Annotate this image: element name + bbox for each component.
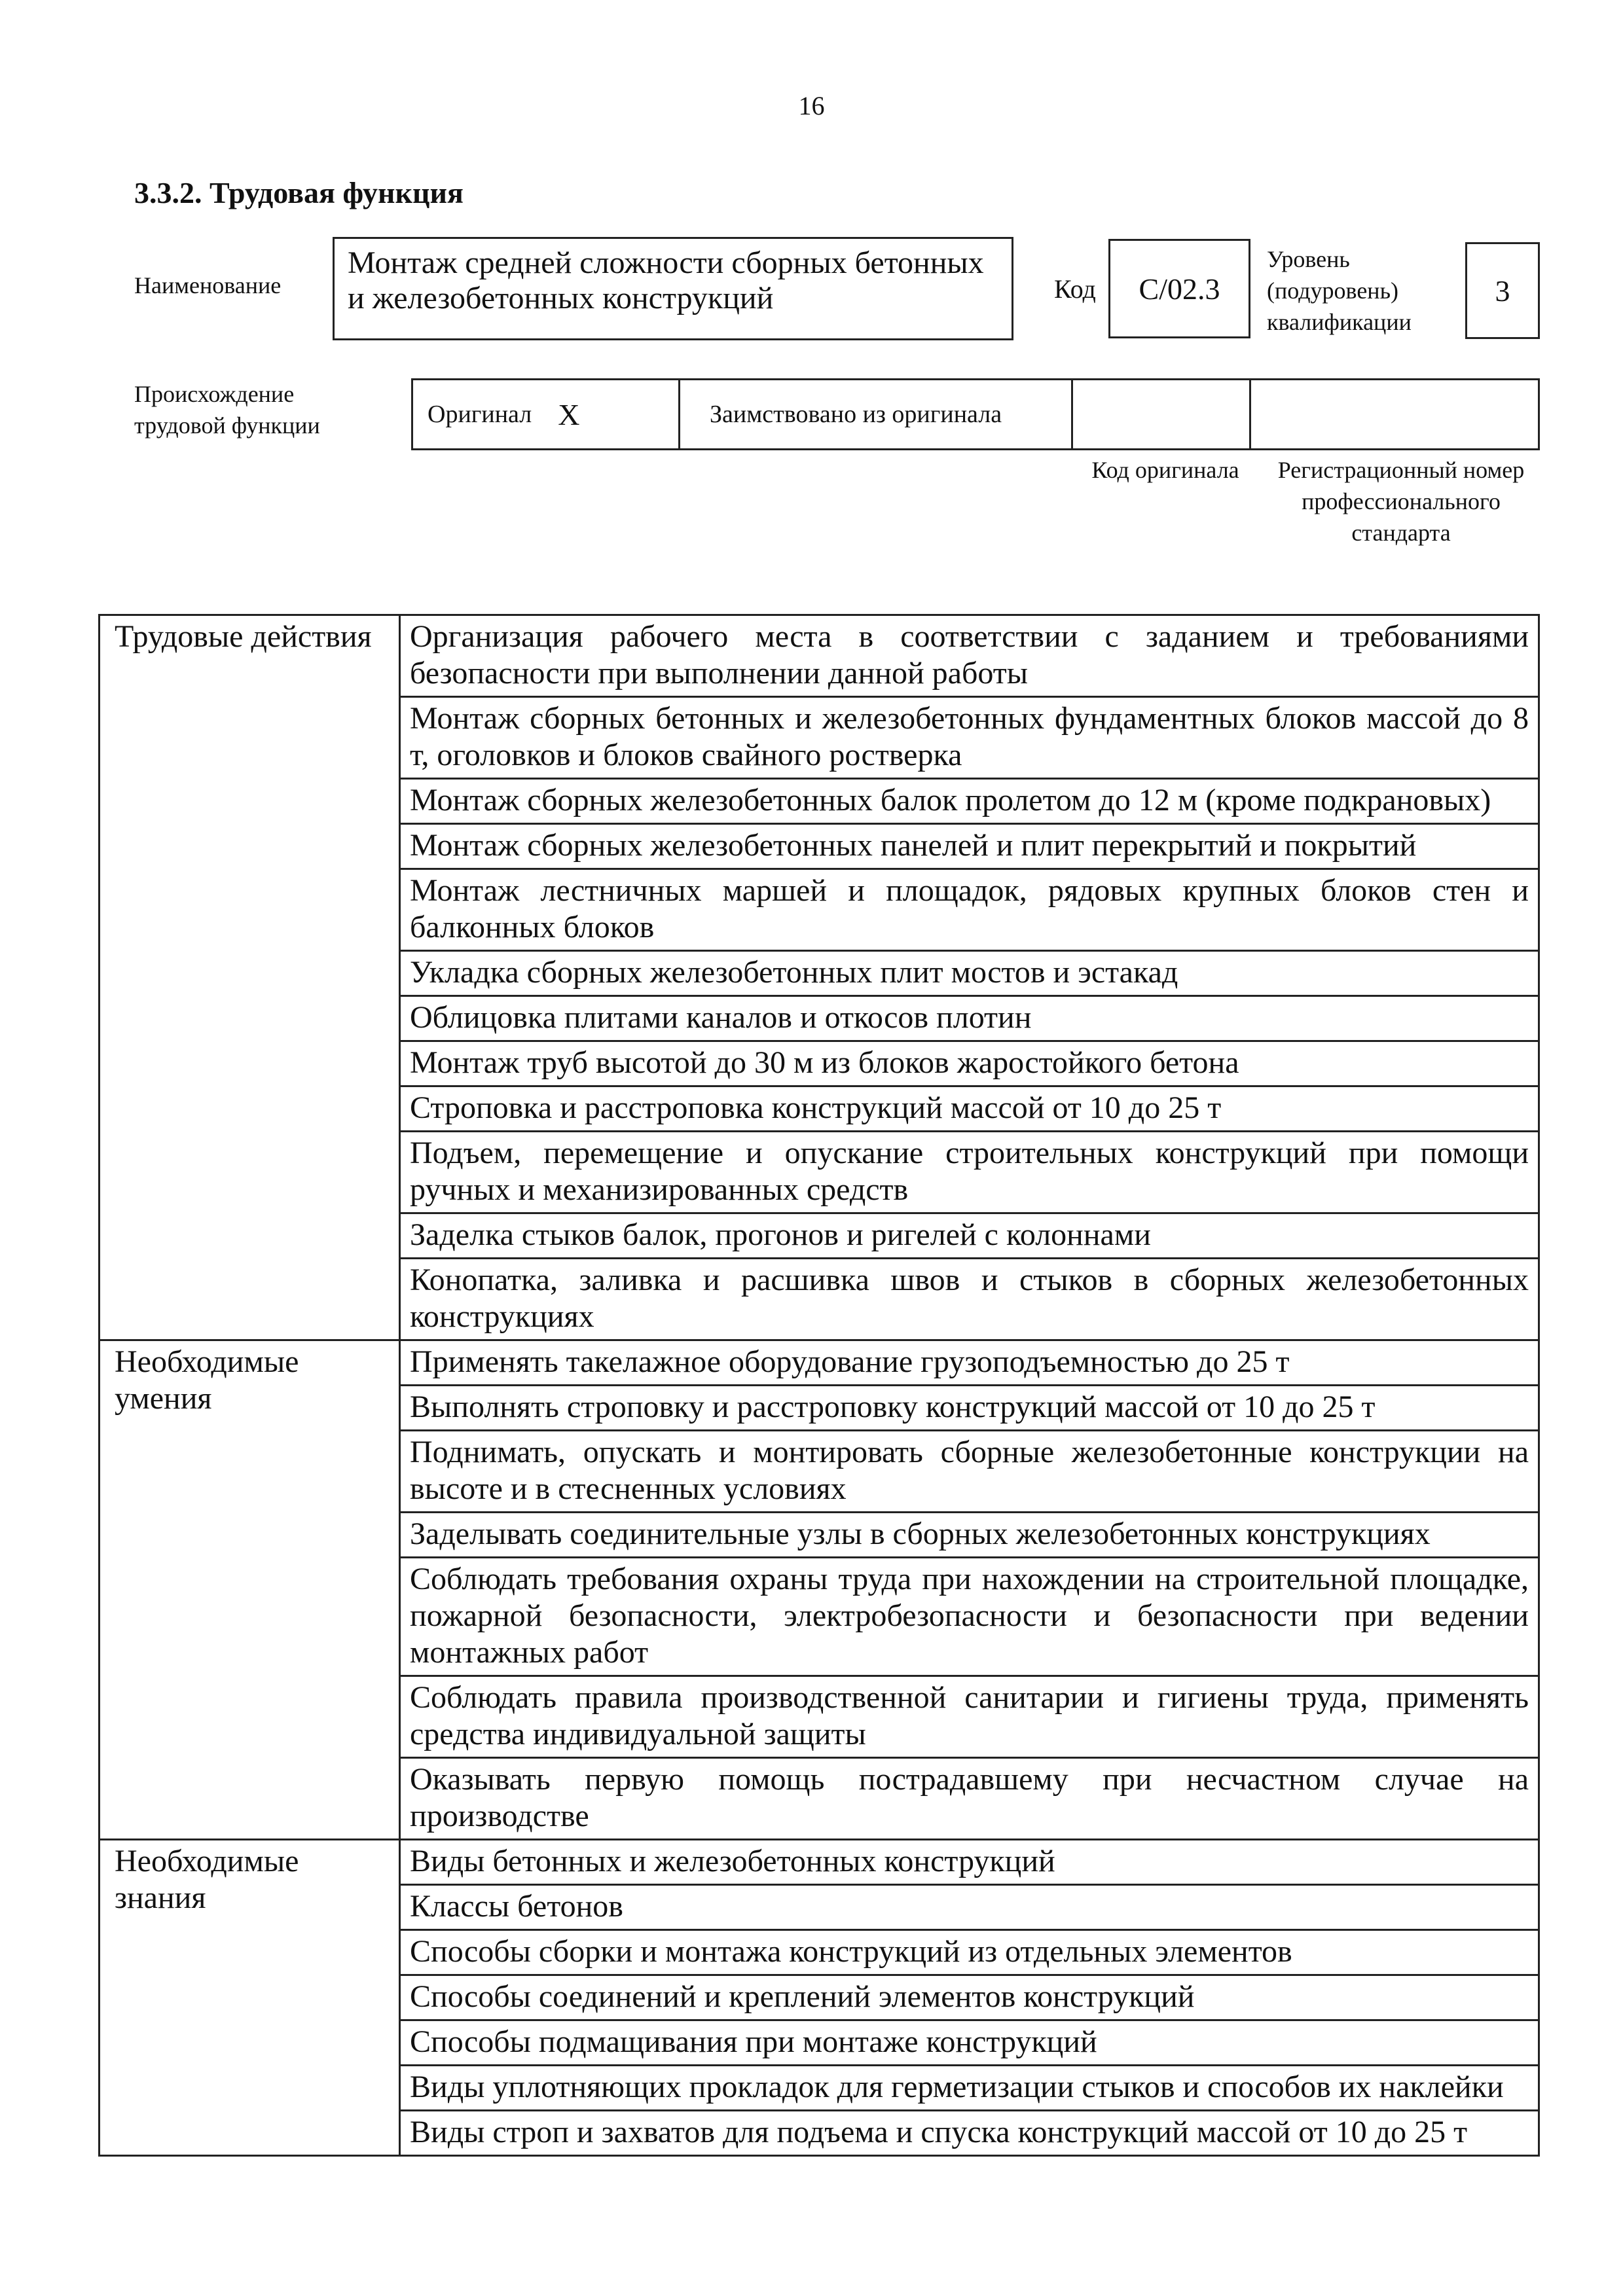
section-item: Оказывать первую помощь пострадавшему при несчастном случае на производстве xyxy=(400,1758,1539,1840)
original-cell xyxy=(413,380,680,448)
page-number: 16 xyxy=(798,91,825,120)
function-table xyxy=(98,614,1540,2157)
level-label: Уровень (подуровень) квалификации xyxy=(1267,246,1412,335)
borrowed-cell xyxy=(680,380,1073,448)
section-item: Монтаж лестничных маршей и площадок, рядовых крупных блоков стен и балконных блоков xyxy=(400,869,1539,951)
section-item: Применять такелажное оборудование грузоподъемностью до 25 т xyxy=(400,1340,1539,1386)
section-item: Соблюдать правила производственной санитарии и гигиены труда, применять средства индивидуальной защиты xyxy=(400,1676,1539,1758)
function-name-box xyxy=(333,237,1013,340)
code-box xyxy=(1108,239,1250,338)
table-row xyxy=(100,1840,1539,1885)
section-item: Выполнять строповку и расстроповку конструкций массой от 10 до 25 т xyxy=(400,1386,1539,1431)
original-label: Оригинал xyxy=(428,401,532,428)
section-item: Заделывать соединительные узлы в сборных железобетонных конструкциях xyxy=(400,1513,1539,1558)
origin-row xyxy=(411,378,1540,450)
function-name-value: Монтаж средней сложности сборных бетонных и железобетонных конструкций xyxy=(348,245,984,315)
borrowed-label: Заимствовано из оригинала xyxy=(710,401,1002,428)
section-category: Трудовые действия xyxy=(100,615,400,1340)
section-item: Конопатка, заливка и расшивка швов и стыков в сборных железобетонных конструкциях xyxy=(400,1259,1539,1340)
reg-number-caption: Регистрационный номер профессионального стандарта xyxy=(1277,457,1525,546)
section-item: Виды уплотняющих прокладок для герметизации стыков и способов их наклейки xyxy=(400,2066,1539,2111)
section-item: Монтаж сборных бетонных и железобетонных фундаментных блоков массой до 8 т, оголовков и блоков свайного ростверка xyxy=(400,697,1539,779)
section-item: Способы сборки и монтажа конструкций из отдельных элементов xyxy=(400,1930,1539,1975)
code-label: Код xyxy=(1054,274,1096,304)
code-original-caption: Код оригинала xyxy=(1091,457,1239,483)
table-row xyxy=(100,1340,1539,1386)
section-item: Виды бетонных и железобетонных конструкций xyxy=(400,1840,1539,1885)
section-item: Строповка и расстроповка конструкций массой от 10 до 25 т xyxy=(400,1086,1539,1132)
code-value: С/02.3 xyxy=(1139,272,1220,306)
section-title: 3.3.2. Трудовая функция xyxy=(134,176,464,209)
section-item: Организация рабочего места в соответствии с заданием и требованиями безопасности при выполнении данной работы xyxy=(400,615,1539,697)
section-item: Монтаж сборных железобетонных балок пролетом до 12 м (кроме подкрановых) xyxy=(400,779,1539,824)
section-item: Подъем, перемещение и опускание строительных конструкций при помощи ручных и механизированных средств xyxy=(400,1132,1539,1213)
origin-label: Происхождение трудовой функции xyxy=(134,381,320,439)
section-item: Соблюдать требования охраны труда при нахождении на строительной площадке, пожарной безопасности, электробезопасности и безопасности при ведении монтажных работ xyxy=(400,1558,1539,1676)
section-item: Классы бетонов xyxy=(400,1885,1539,1930)
original-mark: X xyxy=(558,397,580,431)
section-item: Способы подмащивания при монтаже конструкций xyxy=(400,2020,1539,2066)
section-item: Монтаж труб высотой до 30 м из блоков жаростойкого бетона xyxy=(400,1041,1539,1086)
table-row xyxy=(100,615,1539,697)
section-item: Поднимать, опускать и монтировать сборные железобетонные конструкции на высоте и в стесненных условиях xyxy=(400,1431,1539,1513)
section-item: Заделка стыков балок, прогонов и ригелей с колоннами xyxy=(400,1213,1539,1259)
level-value: 3 xyxy=(1495,274,1510,308)
code-original-cell xyxy=(1073,380,1251,448)
section-item: Монтаж сборных железобетонных панелей и плит перекрытий и покрытий xyxy=(400,824,1539,869)
section-item: Облицовка плитами каналов и откосов плотин xyxy=(400,996,1539,1041)
level-box xyxy=(1465,242,1540,339)
section-item: Виды строп и захватов для подъема и спуска конструкций массой от 10 до 25 т xyxy=(400,2111,1539,2156)
section-item: Укладка сборных железобетонных плит мостов и эстакад xyxy=(400,951,1539,996)
name-label: Наименование xyxy=(134,272,282,298)
section-category: Необходимые знания xyxy=(100,1840,400,2156)
section-category: Необходимые умения xyxy=(100,1340,400,1840)
reg-number-cell xyxy=(1251,380,1538,448)
section-item: Способы соединений и креплений элементов конструкций xyxy=(400,1975,1539,2020)
